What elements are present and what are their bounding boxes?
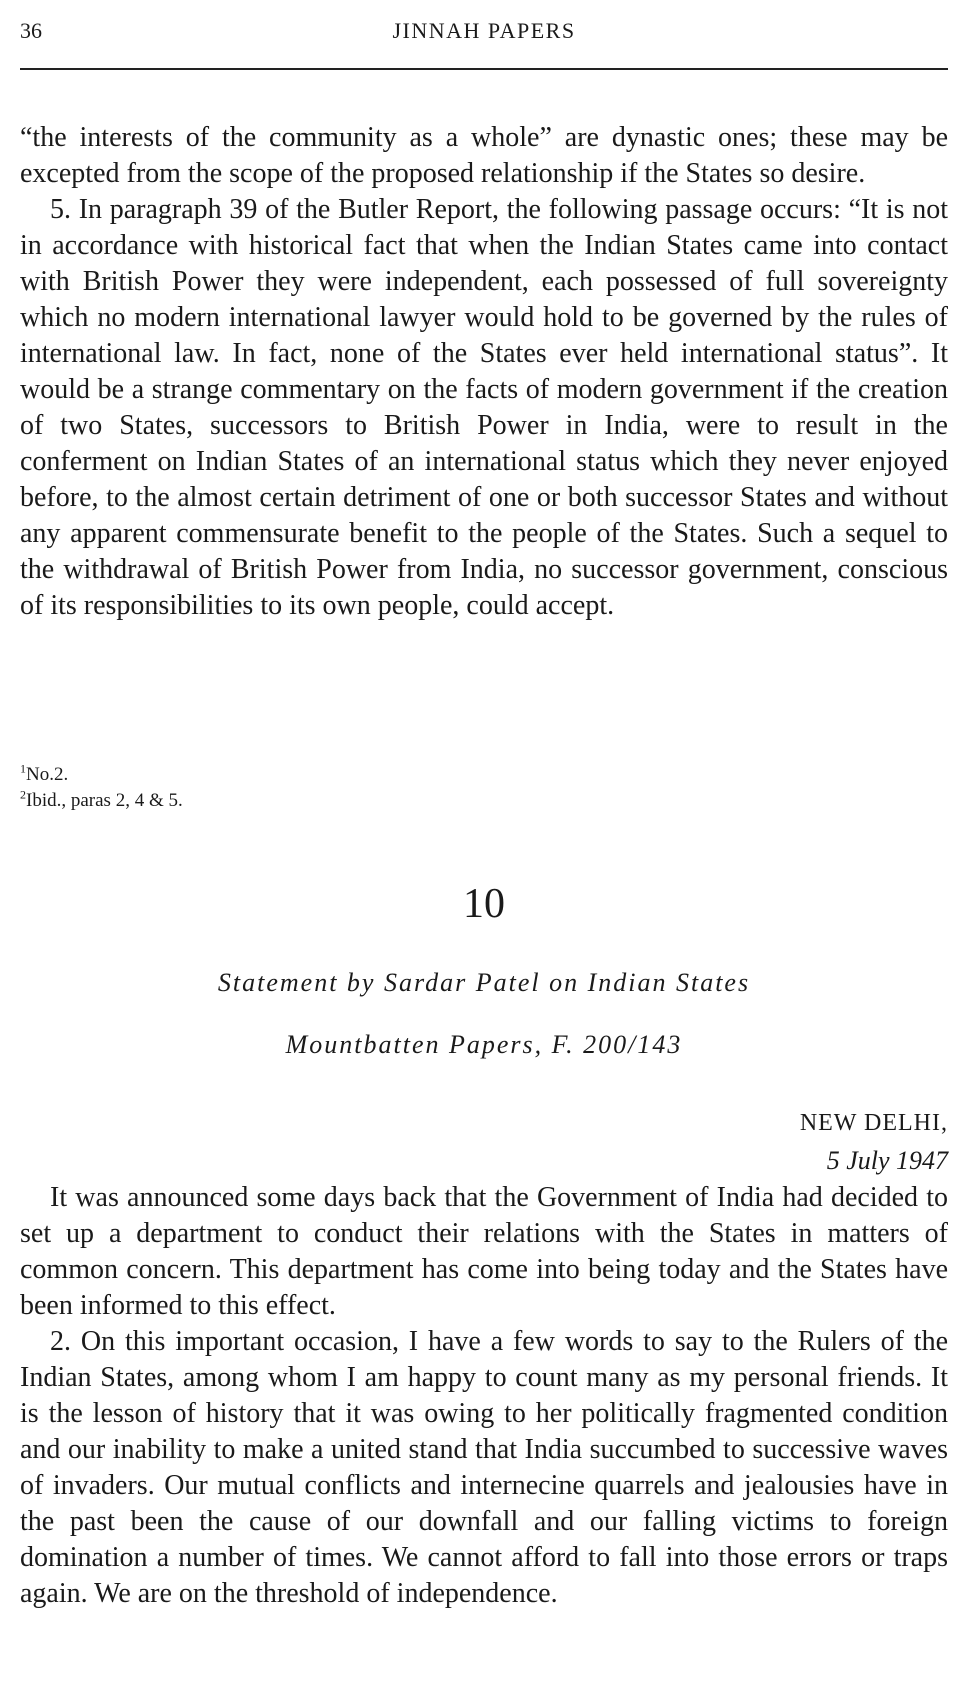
footnote-text: Ibid., paras 2, 4 & 5.: [26, 790, 183, 811]
footnote-2: [20, 788, 183, 814]
page-number: 36: [20, 18, 42, 43]
running-title: JINNAH PAPERS: [392, 18, 576, 43]
statement-text: [20, 1180, 948, 1612]
dateline-date: 5 July 1947: [826, 1146, 948, 1175]
document-number: 10: [463, 881, 505, 927]
footnote-mark: 2: [20, 787, 26, 802]
paragraph-5: 5. In paragraph 39 of the Butler Report, the following passage occurs: “It is not in accordance with historical fact that when the Indian States came into contact with British Power they were independent, each possessed of full sovereignty which no modern international lawyer would hold to be governed by the rules of international law. In fact, none of the States ever held international status”. It would be a strange commentary on the facts of modern government if the creation of two States, successors to British Power in India, were to result in the conferment on Indian States of an international status which they never enjoyed before, to the almost certain detriment of one or both successor States and without any apparent commensurate benefit to the people of the States. Such a sequel to the withdrawal of British Power from India, no successor government, conscious of its responsibilities to its own people, could accept.: [20, 194, 948, 621]
paragraph-2: 2. On this important occasion, I have a few words to say to the Rulers of the Indian States, among whom I am happy to count many as my personal friends. It is the lesson of history that it was owing to her politically fragmented condition and our inability to make a united stand that India succumbed to successive waves of invaders. Our mutual conflicts and internecine quarrels and jealousies have in the past been the cause of our downfall and our falling victims to foreign domination a number of times. We cannot afford to fall into those errors or traps again. We are on the threshold of independence.: [20, 1326, 948, 1609]
footnotes: [20, 762, 183, 814]
document-title: Statement by Sardar Patel on Indian States: [217, 968, 751, 997]
header-rule: [20, 68, 948, 70]
dateline-place: NEW DELHI,: [799, 1110, 948, 1136]
footnote-mark: 1: [20, 761, 26, 776]
footnote-1: [20, 762, 183, 788]
continuation-text: [20, 120, 948, 624]
paragraph-1: It was announced some days back that the Government of India had decided to set up a department to conduct their relations with the States in matters of common concern. This department has come into being today and the States have been informed to this effect.: [20, 1182, 948, 1321]
paragraph-continued: “the interests of the community as a whole” are dynastic ones; these may be excepted from the scope of the proposed relationship if the States so desire.: [20, 122, 948, 189]
document-source: Mountbatten Papers, F. 200/143: [285, 1030, 683, 1059]
page-header: [20, 14, 948, 54]
footnote-text: No.2.: [26, 764, 69, 785]
